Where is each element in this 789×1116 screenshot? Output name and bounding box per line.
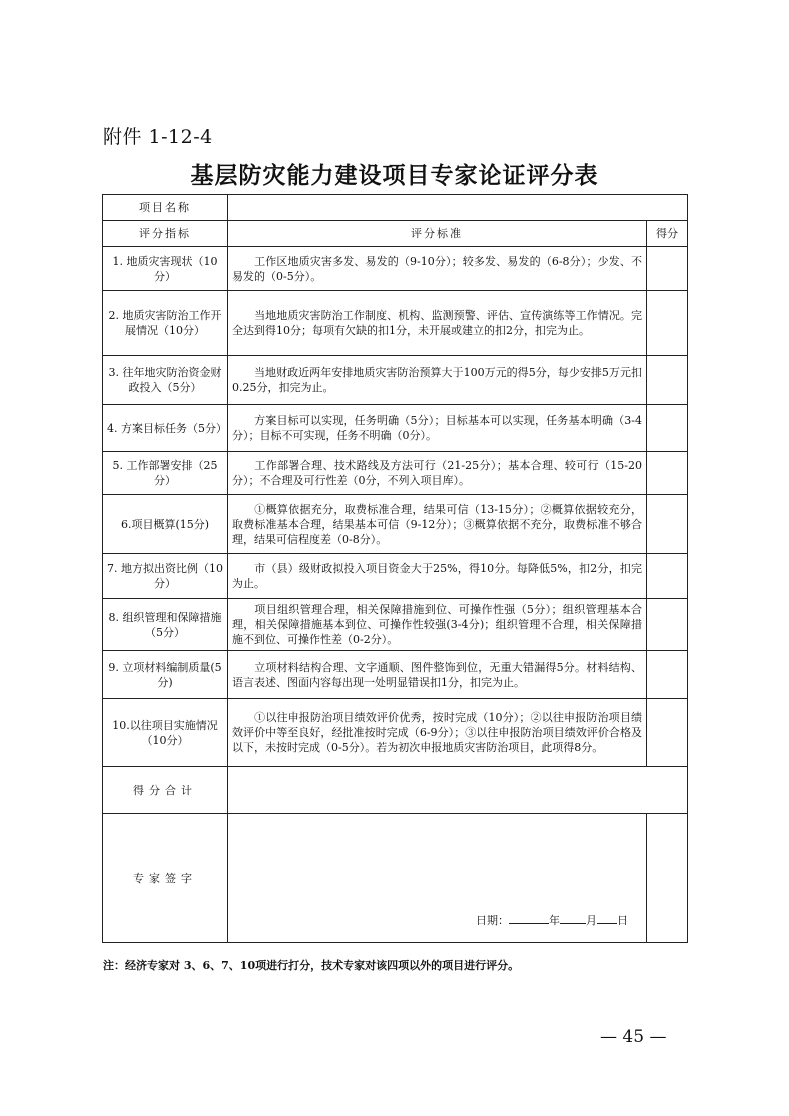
signature-row [103,814,688,943]
row-score [647,651,688,699]
row-indicator: 8. 组织管理和保障措施（5分） [103,599,228,651]
row-criteria: 当地财政近两年安排地质灾害防治预算大于100万元的得5分，每少安排5万元扣0.25分，扣完为止。 [228,356,647,405]
row-criteria: 工作区地质灾害多发、易发的（9-10分）；较多发、易发的（6-8分）；少发、不易发的（0-5分）。 [228,247,647,291]
table-row [103,651,688,699]
header-score: 得分 [647,221,688,247]
table-row [103,291,688,356]
row-score [647,699,688,767]
table-row [103,599,688,651]
row-indicator: 5. 工作部署安排（25分） [103,452,228,495]
table-row [103,554,688,599]
row-score [647,247,688,291]
row-criteria: ①概算依据充分，取费标准合理，结果可信（13-15分）；②概算依据较充分，取费标准基本合理，结果基本可信（9-12分）；③概算依据不充分，取费标准不够合理，结果可信程度差（0-8分）。 [228,495,647,554]
signature-score [647,814,688,943]
row-criteria: ①以往申报防治项目绩效评价优秀，按时完成（10分）；②以往申报防治项目绩效评价中等至良好，经批准按时完成（6-9分）；③以往申报防治项目绩效评价合格及以下，未按时完成（0-5分）。若为初次申报地质灾害防治项目，此项得8分。 [228,699,647,767]
total-row [103,767,688,814]
row-indicator: 4. 方案目标任务（5分） [103,405,228,452]
header-row [103,221,688,247]
project-name-label: 项目名称 [103,195,228,221]
table-row [103,405,688,452]
total-label: 得分合计 [103,767,228,814]
attachment-label: 附件 1-12-4 [103,126,213,148]
row-criteria: 方案目标可以实现，任务明确（5分）；目标基本可以实现，任务基本明确（3-4分）；目标不可实现，任务不明确（0分）。 [228,405,647,452]
document-title: 基层防灾能力建设项目专家论证评分表 [190,162,599,189]
row-criteria: 当地地质灾害防治工作制度、机构、监测预警、评估、宣传演练等工作情况。完全达到得10分；每项有欠缺的扣1分，未开展或建立的扣2分，扣完为止。 [228,291,647,356]
row-indicator: 9. 立项材料编制质量(5分) [103,651,228,699]
date-line: 日期： 年 月 日 [476,914,628,927]
row-criteria: 工作部署合理、技术路线及方法可行（21-25分）；基本合理、较可行（15-20分）；不合理及可行性差（0分，不列入项目库）。 [228,452,647,495]
row-criteria: 立项材料结构合理、文字通顺、图件整饰到位，无重大错漏得5分。材料结构、语言表述、图面内容每出现一处明显错误扣1分，扣完为止。 [228,651,647,699]
row-score [647,405,688,452]
signature-label: 专家签字 [103,814,228,943]
page-number: — 45 — [600,1027,667,1047]
header-criteria: 评分标准 [228,221,647,247]
row-score [647,452,688,495]
footnote: 注：经济专家对 3、6、7、10项进行打分，技术专家对该四项以外的项目进行评分。 [103,959,520,972]
header-indicator: 评分指标 [103,221,228,247]
scoring-table [102,194,688,943]
table-row [103,356,688,405]
row-indicator: 10.以往项目实施情况（10分） [103,699,228,767]
project-name-row [103,195,688,221]
total-value [228,767,688,814]
row-indicator: 6.项目概算(15分) [103,495,228,554]
row-indicator: 7. 地方拟出资比例（10分） [103,554,228,599]
project-name-value [228,195,688,221]
row-score [647,495,688,554]
table-row [103,452,688,495]
row-criteria: 项目组织管理合理，相关保障措施到位、可操作性强（5分）；组织管理基本合理，相关保障措施基本到位、可操作性较强(3-4分)；组织管理不合理，相关保障措施不到位、可操作性差（0-2分）。 [228,599,647,651]
table-row [103,495,688,554]
row-score [647,356,688,405]
row-indicator: 2. 地质灾害防治工作开展情况（10分） [103,291,228,356]
row-indicator: 1. 地质灾害现状（10分） [103,247,228,291]
row-score [647,291,688,356]
table-row [103,247,688,291]
table-row [103,699,688,767]
row-indicator: 3. 往年地灾防治资金财政投入（5分） [103,356,228,405]
signature-area [228,814,647,943]
row-score [647,554,688,599]
row-criteria: 市（县）级财政拟投入项目资金大于25%，得10分。每降低5%，扣2分，扣完为止。 [228,554,647,599]
row-score [647,599,688,651]
